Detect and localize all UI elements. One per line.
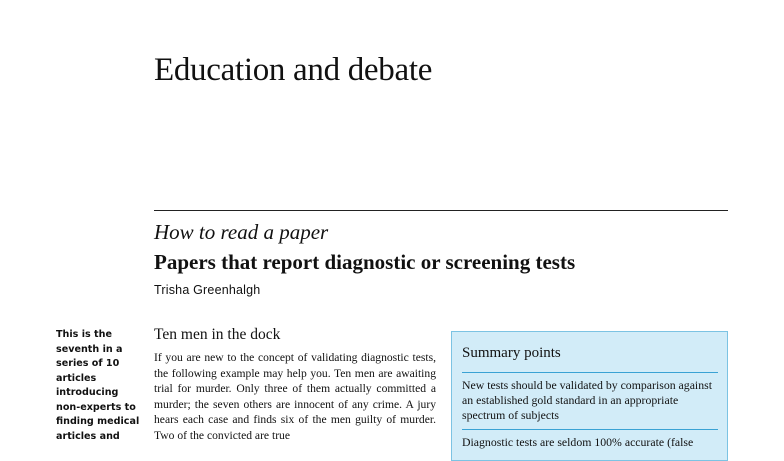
summary-divider: [462, 372, 718, 373]
summary-title: Summary points: [462, 345, 561, 361]
series-note-sidebar: [56, 328, 146, 444]
sidebar-note-line: series of 10: [56, 358, 120, 369]
sidebar-note-line: articles: [56, 372, 97, 384]
section-heading: Education and debate: [154, 52, 433, 88]
section-subhead: Ten men in the dock: [154, 326, 281, 343]
series-title: How to read a paper: [154, 220, 329, 244]
summary-points-box: [451, 331, 728, 461]
summary-item: New tests should be validated by comparison against an established gold standard in an appropriate spectrum of subjects: [462, 378, 712, 422]
summary-divider: [462, 429, 718, 430]
sidebar-note-line: finding medical: [56, 416, 140, 427]
author-name: Trisha Greenhalgh: [154, 283, 261, 297]
sidebar-note-line: introducing: [56, 387, 119, 398]
body-text: [154, 350, 436, 443]
article-title: Papers that report diagnostic or screening tests: [154, 250, 576, 274]
body-paragraph: If you are new to the concept of validating diagnostic tests, the following example may help you. Ten men are awaiting trial for murder. Only three of them actually committed a murder; the seven others are innocent of any crime. A jury hears each case and finds six of the men guilty of murder. Two of the convicted are true: [154, 351, 436, 442]
title-rule: [154, 210, 728, 211]
sidebar-note-line: non-experts to: [56, 401, 136, 413]
summary-item: Diagnostic tests are seldom 100% accurate (false: [462, 435, 694, 449]
sidebar-note-line: articles and: [56, 430, 120, 442]
sidebar-note-line: This is the: [56, 329, 112, 340]
sidebar-note-line: seventh in a: [56, 343, 123, 355]
